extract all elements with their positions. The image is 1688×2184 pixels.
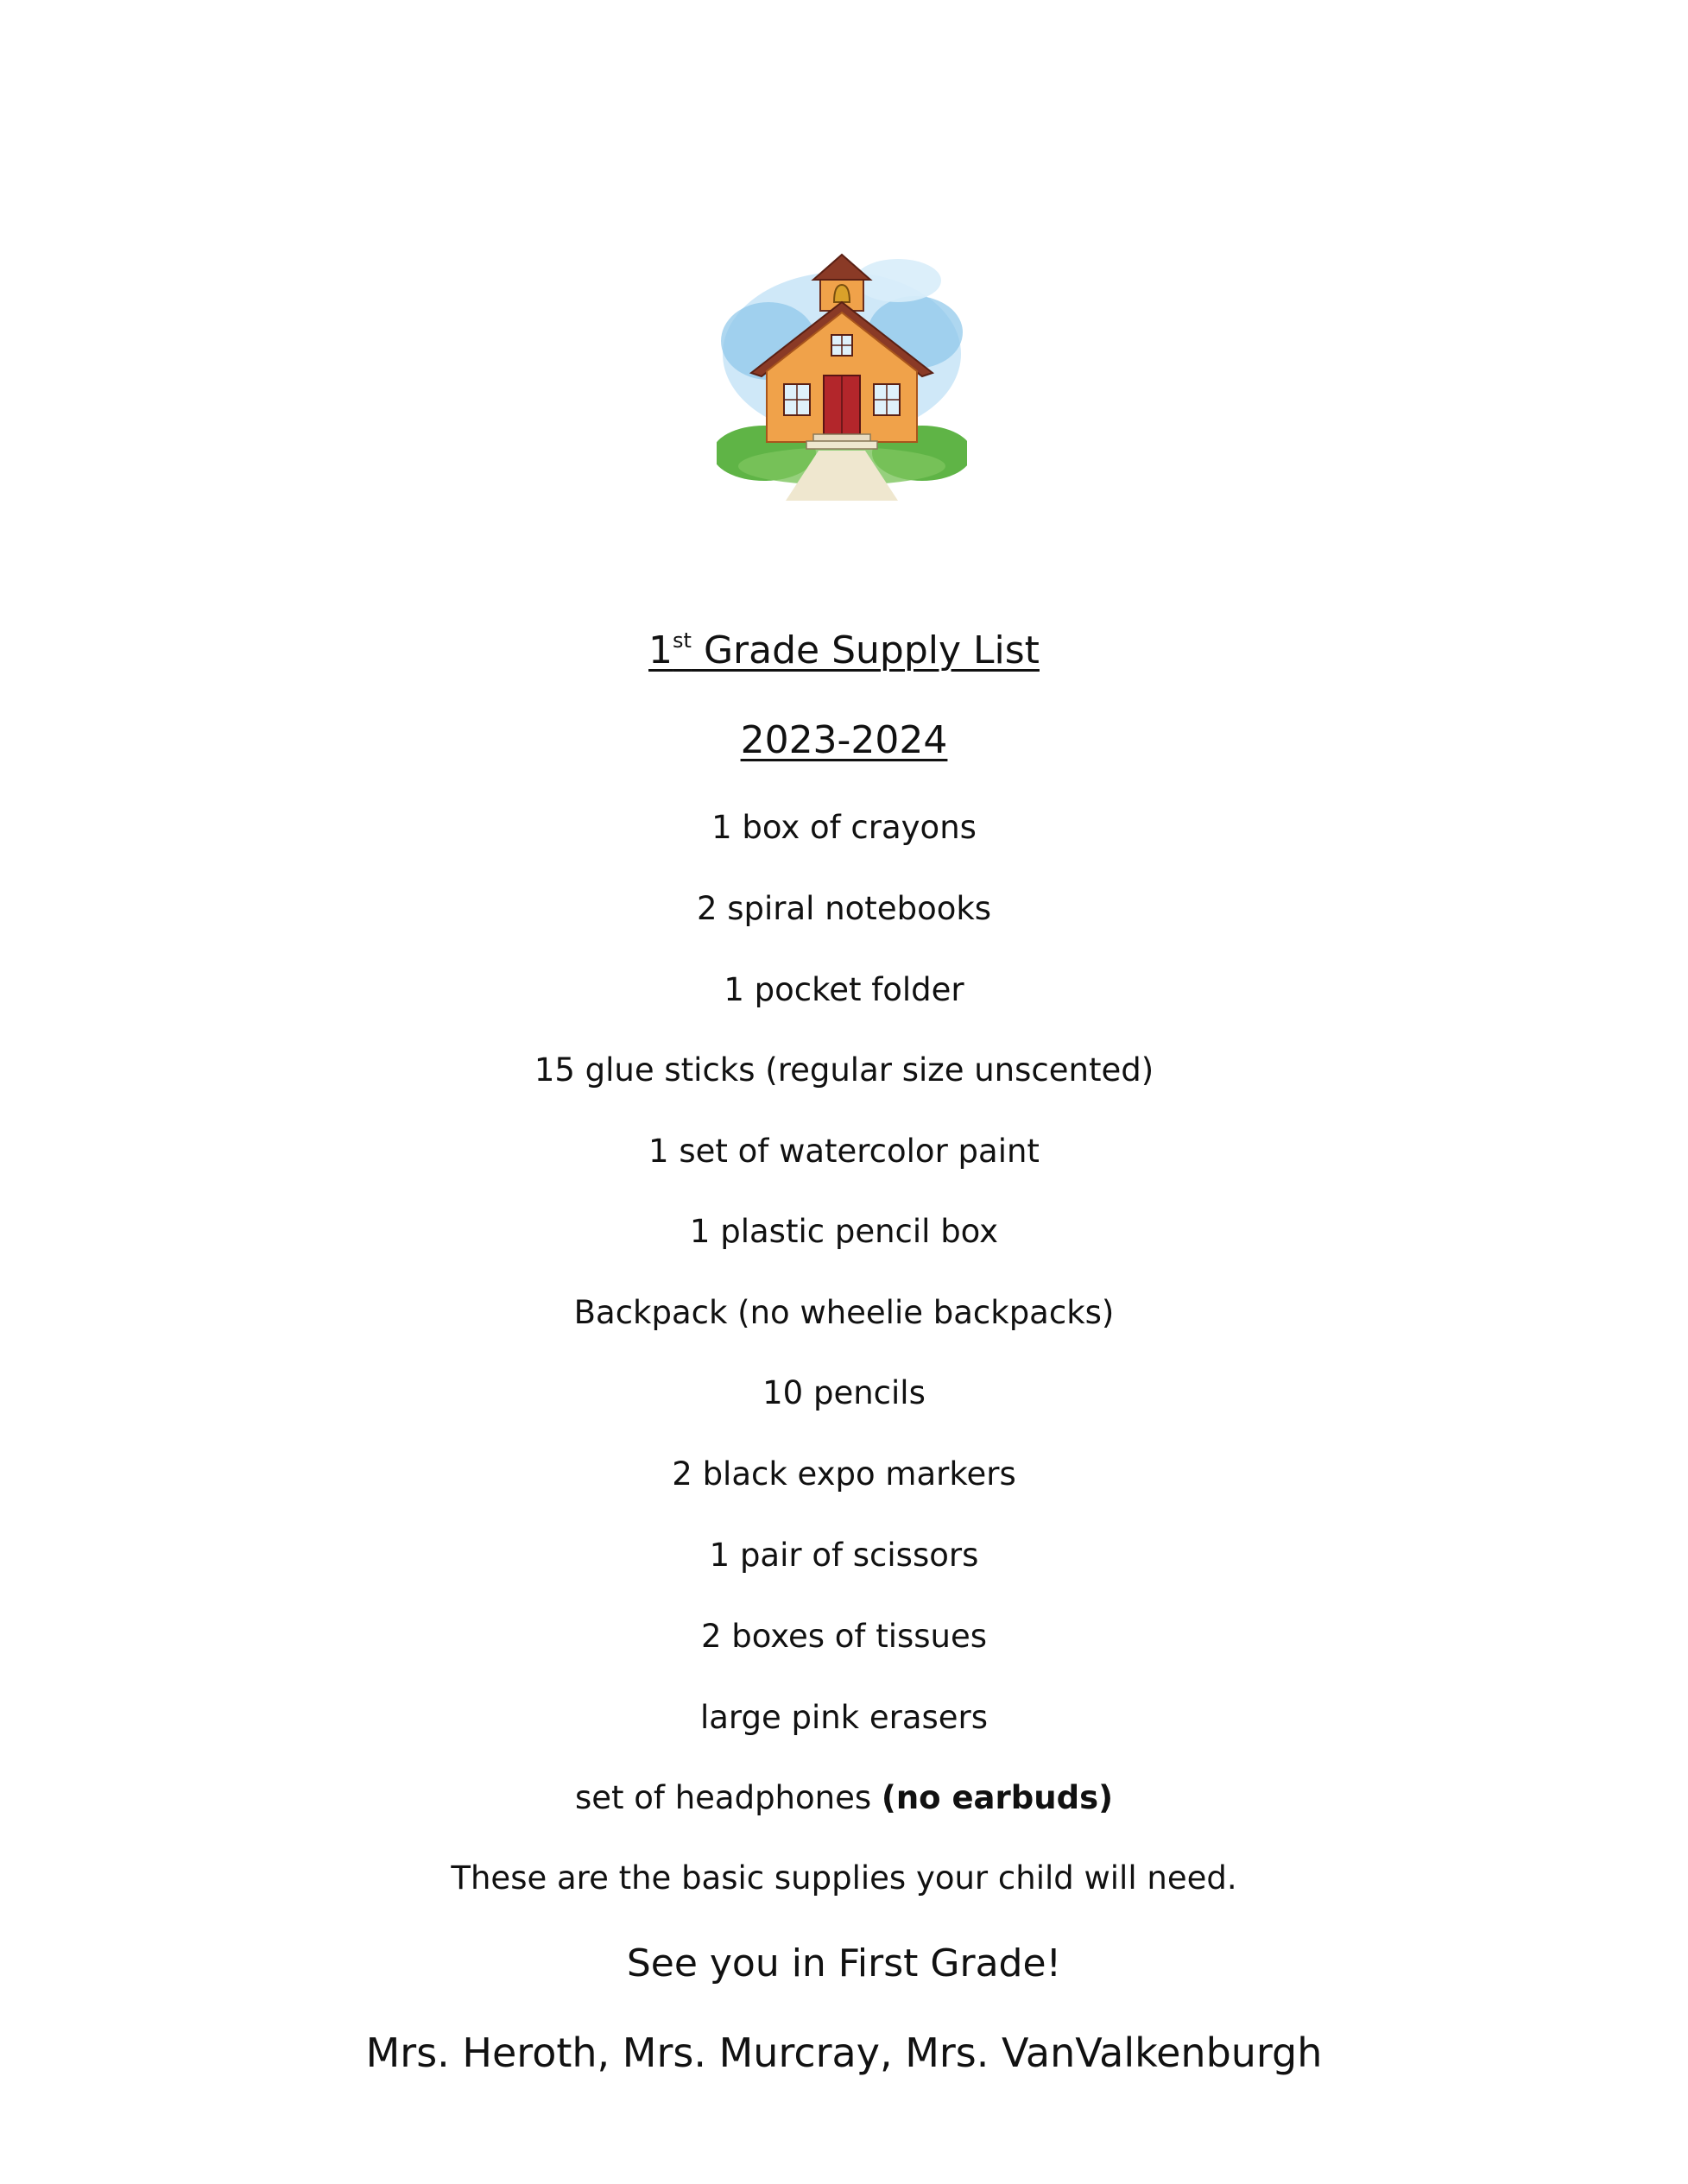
list-item: 15 glue sticks (regular size unscented) bbox=[534, 1051, 1154, 1089]
list-item: 2 boxes of tissues bbox=[700, 1618, 988, 1655]
list-item: large pink erasers bbox=[699, 1699, 989, 1736]
headphones-emphasis: (no earbuds) bbox=[881, 1779, 1114, 1816]
list-item: 1 pocket folder bbox=[724, 971, 964, 1008]
list-item: 2 spiral notebooks bbox=[696, 890, 992, 927]
list-item: 1 box of crayons bbox=[711, 809, 977, 846]
list-item: 10 pencils bbox=[762, 1374, 926, 1411]
title-suffix: st bbox=[673, 628, 692, 653]
list-item: Backpack (no wheelie backpacks) bbox=[573, 1294, 1115, 1331]
closing-line: See you in First Grade! bbox=[626, 1941, 1062, 1985]
basic-supplies-note: These are the basic supplies your child will need. bbox=[451, 1859, 1237, 1897]
list-item: 1 set of watercolor paint bbox=[648, 1133, 1040, 1170]
steps bbox=[813, 434, 870, 441]
list-item: 1 pair of scissors bbox=[709, 1537, 979, 1574]
list-item: 1 plastic pencil box bbox=[689, 1213, 999, 1250]
tower-roof bbox=[813, 255, 870, 280]
school-year: 2023-2024 bbox=[740, 718, 948, 762]
title-text: Grade Supply List bbox=[691, 628, 1040, 672]
list-item-headphones bbox=[0, 1779, 1688, 1816]
page-title bbox=[0, 628, 1688, 672]
bell bbox=[834, 285, 850, 302]
schoolhouse-icon bbox=[717, 250, 967, 501]
teacher-signature: Mrs. Heroth, Mrs. Murcray, Mrs. VanValkenburgh bbox=[365, 2029, 1323, 2076]
list-item: 2 black expo markers bbox=[672, 1455, 1016, 1493]
headphones-text: set of headphones bbox=[574, 1779, 882, 1816]
title-number: 1 bbox=[648, 628, 673, 672]
